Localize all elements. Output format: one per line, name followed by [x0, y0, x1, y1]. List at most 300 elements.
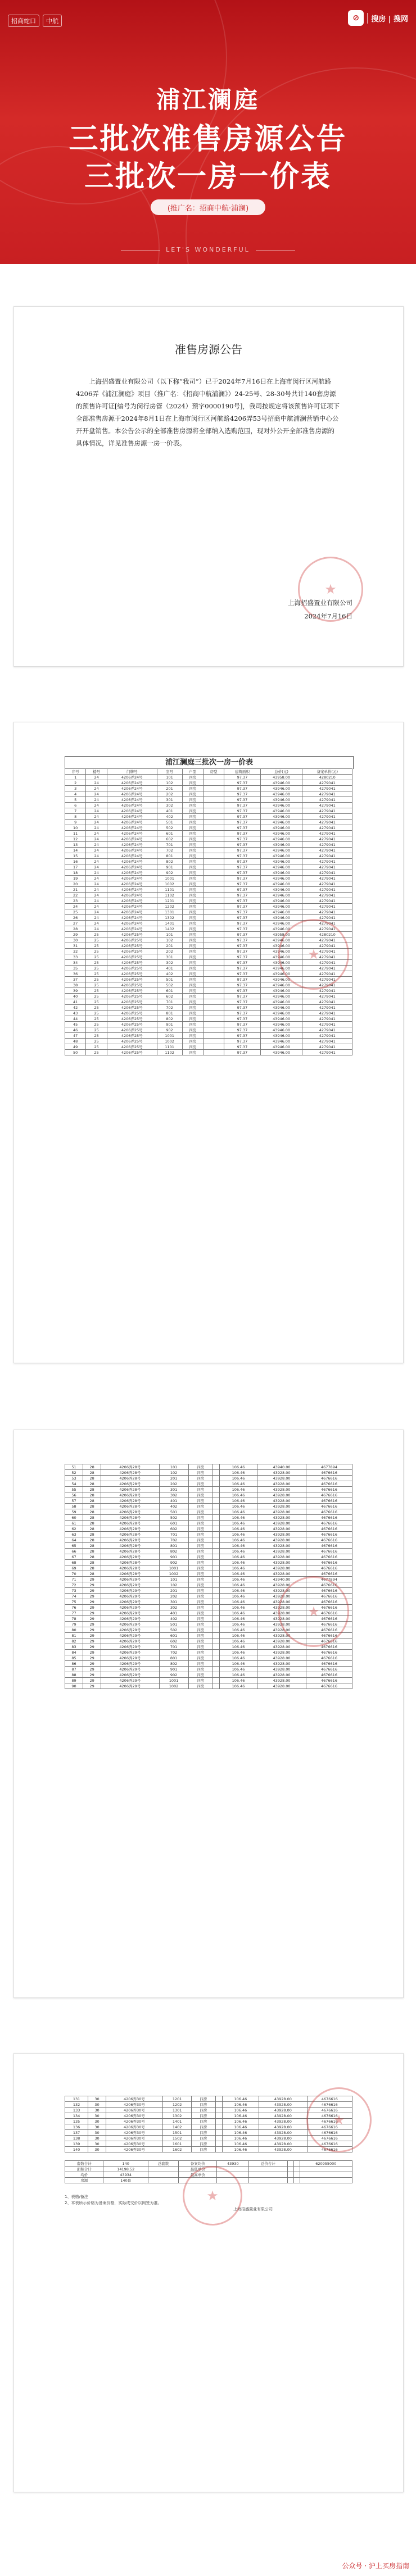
table-row	[65, 1050, 352, 1055]
table-cell: 601	[159, 1633, 188, 1639]
table-cell: 24	[86, 887, 107, 893]
table-cell: 4206弄30号	[106, 2130, 162, 2136]
table-cell: 4	[65, 791, 86, 797]
table-cell: 16	[65, 859, 86, 864]
table-cell: 28	[83, 1498, 101, 1504]
table-cell: 97.37	[224, 881, 260, 887]
table-cell: 4206弄25号	[107, 966, 157, 971]
table-cell	[203, 966, 224, 971]
table-cell: 24	[86, 864, 107, 870]
table-cell: 4206弄29号	[101, 1588, 159, 1594]
table-cell: 1	[65, 775, 86, 780]
table-cell	[203, 977, 224, 982]
table-cell	[249, 2167, 287, 2172]
table-cell: 4279041	[302, 1011, 352, 1016]
table-cell: 四房	[182, 954, 203, 960]
table-cell: 802	[159, 1661, 188, 1667]
table-cell: 25	[86, 1033, 107, 1039]
table-cell: 43928.00	[257, 1661, 306, 1667]
table-cell: 四房	[188, 1683, 212, 1689]
table-cell: 43946.00	[260, 791, 302, 797]
table-cell: 四房	[188, 1515, 212, 1521]
table-cell: 4676616	[307, 2147, 352, 2152]
table-cell: 42	[65, 1005, 86, 1011]
table-cell: 30	[88, 2102, 106, 2108]
table-cell: 四房	[182, 971, 203, 977]
table-cell: 106.46	[220, 1560, 257, 1565]
table-cell: 302	[159, 1605, 188, 1610]
table-cell: 4676616	[306, 1605, 352, 1610]
table-cell: 25	[86, 1016, 107, 1022]
table-row	[65, 1487, 352, 1492]
table-cell: 四房	[182, 904, 203, 909]
table-cell: 四房	[188, 1504, 212, 1509]
table-cell: 43946.00	[260, 848, 302, 853]
table-cell: 97.37	[224, 1039, 260, 1044]
table-cell: 25	[86, 1022, 107, 1027]
table-cell: 601	[157, 831, 182, 836]
table-cell: 29	[83, 1672, 101, 1678]
table-cell: 43946.00	[260, 842, 302, 848]
table-cell	[212, 1565, 219, 1571]
table-cell: 最高单价	[179, 2172, 217, 2178]
table-cell: 4206弄25号	[107, 954, 157, 960]
table-cell: 29	[83, 1627, 101, 1633]
table-cell	[203, 786, 224, 791]
table-cell: 106.46	[222, 2102, 259, 2108]
table-cell: 25	[86, 977, 107, 982]
table-cell: 4206弄29号	[101, 1644, 159, 1650]
table-cell: 43928.00	[257, 1498, 306, 1504]
table-cell	[212, 1476, 219, 1481]
table-cell: 106.46	[222, 2141, 259, 2147]
table-cell: 106.46	[220, 1605, 257, 1610]
table-cell: 四房	[188, 1616, 212, 1622]
table-cell: 40	[65, 994, 86, 999]
table-cell: 43946.00	[260, 982, 302, 988]
table-cell: 28	[83, 1532, 101, 1537]
table-row	[65, 2147, 352, 2152]
table-cell	[215, 2136, 222, 2141]
table-cell: 4676616	[307, 2136, 352, 2141]
table-cell: 4676616	[306, 1515, 352, 1521]
table-cell	[203, 820, 224, 825]
table-cell: 802	[159, 1549, 188, 1554]
table-row	[65, 1532, 352, 1537]
table-cell: 97.37	[224, 982, 260, 988]
table-cell: 4676616	[306, 1616, 352, 1622]
table-cell: 502	[159, 1515, 188, 1521]
table-cell: 402	[157, 971, 182, 977]
table-cell: 总价(元)	[260, 769, 302, 775]
table-cell	[203, 848, 224, 853]
table-cell: 2	[65, 780, 86, 786]
table-cell: 106.46	[220, 1594, 257, 1599]
table-cell: 27	[65, 921, 86, 926]
table-cell: 56	[65, 1492, 83, 1498]
table-cell	[203, 954, 224, 960]
price-table-page-3	[13, 2053, 404, 2492]
table-cell: 4279041	[302, 864, 352, 870]
table-row	[65, 1549, 352, 1554]
table-cell: 201	[157, 943, 182, 949]
table-cell: 4279041	[302, 893, 352, 898]
table-cell: 4206弄28号	[101, 1487, 159, 1492]
table-cell: 85	[65, 1655, 83, 1661]
table-cell: 4206弄30号	[106, 2136, 162, 2141]
table-cell: 4206弄30号	[106, 2119, 162, 2124]
table-row	[65, 893, 352, 898]
table-cell: 43946.00	[260, 898, 302, 904]
table-cell: 四房	[182, 943, 203, 949]
table-cell: 43928.00	[257, 1605, 306, 1610]
table-cell: 81	[65, 1633, 83, 1639]
note-line: 1、表格/备注	[65, 2195, 88, 2199]
table-cell: 24	[86, 775, 107, 780]
table-cell: 301	[159, 1599, 188, 1605]
table-cell: 59	[65, 1509, 83, 1515]
table-cell: 4279041	[302, 870, 352, 876]
table-cell	[212, 1532, 219, 1537]
table-cell: 4676616	[306, 1565, 352, 1571]
table-cell: 24	[86, 831, 107, 836]
table-cell: 四房	[182, 842, 203, 848]
table-cell: 97.37	[224, 960, 260, 966]
table-cell: 1101	[157, 1044, 182, 1050]
table-row	[65, 797, 352, 803]
table-cell: 106.46	[220, 1599, 257, 1605]
table-cell: 4676616	[306, 1678, 352, 1683]
table-cell: 43928.00	[257, 1526, 306, 1532]
table-cell: 102	[159, 1470, 188, 1476]
table-cell: 140	[103, 2161, 148, 2167]
table-cell: 29	[83, 1661, 101, 1667]
table-cell: 4279041	[302, 848, 352, 853]
table-cell: 501	[157, 977, 182, 982]
table-cell: 4206弄24号	[107, 893, 157, 898]
table-row	[65, 1492, 352, 1498]
table-cell: 106.46	[220, 1476, 257, 1481]
table-cell: 106.46	[222, 2108, 259, 2113]
table-cell: 4279041	[302, 1016, 352, 1022]
table-row	[65, 1667, 352, 1672]
table-cell: 106.46	[220, 1588, 257, 1594]
table-cell: 301	[157, 954, 182, 960]
table-cell: 4279041	[302, 971, 352, 977]
table-cell: 13	[65, 842, 86, 848]
table-cell	[203, 1005, 224, 1011]
table-cell: 四房	[188, 1543, 212, 1549]
table-cell: 67	[65, 1554, 83, 1560]
table-row	[65, 1515, 352, 1521]
table-cell: 4206弄24号	[107, 864, 157, 870]
table-cell: 106.46	[220, 1639, 257, 1644]
table-cell: 43928.00	[259, 2130, 307, 2136]
table-cell: 4206弄24号	[107, 803, 157, 808]
notice-document	[13, 306, 404, 667]
table-cell	[203, 775, 224, 780]
table-cell: 43946.00	[260, 820, 302, 825]
table-cell: 43946.00	[260, 977, 302, 982]
table-cell: 137	[65, 2130, 88, 2136]
table-cell	[287, 2167, 293, 2172]
developer-logo-2: 中航	[43, 15, 62, 27]
table-cell: 43928.00	[257, 1560, 306, 1565]
table-cell: 1201	[163, 2096, 192, 2102]
table-cell: 1401	[163, 2119, 192, 2124]
table-row	[65, 898, 352, 904]
company-seal-icon	[183, 2166, 242, 2225]
table-cell: 502	[159, 1627, 188, 1633]
table-cell	[212, 1498, 219, 1504]
table-cell: 49	[65, 1044, 86, 1050]
table-cell: 4206弄28号	[101, 1481, 159, 1487]
table-cell: 43928.00	[257, 1504, 306, 1509]
table-cell: 四房	[188, 1549, 212, 1554]
table-cell: 402	[159, 1504, 188, 1509]
table-cell: 29	[83, 1667, 101, 1672]
table-cell: 4279041	[302, 915, 352, 921]
table-cell: 25	[86, 994, 107, 999]
table-cell: 四房	[188, 1622, 212, 1627]
table-cell: 四房	[182, 814, 203, 820]
table-cell: 97.37	[224, 921, 260, 926]
table-cell: 97.37	[224, 797, 260, 803]
table-cell: 302	[157, 803, 182, 808]
table-row	[65, 909, 352, 915]
table-cell: 四房	[182, 803, 203, 808]
table-cell	[203, 994, 224, 999]
table-cell: 4206弄29号	[101, 1605, 159, 1610]
table-cell: 4676616	[306, 1650, 352, 1655]
table-cell: 1301	[163, 2108, 192, 2113]
table-cell: 4206弄24号	[107, 904, 157, 909]
table-cell: 楼号	[86, 769, 107, 775]
table-cell: 4279041	[302, 954, 352, 960]
table-cell: 四房	[182, 921, 203, 926]
table-cell: 51	[65, 1464, 83, 1470]
table-row	[65, 994, 352, 999]
table-cell: 54	[65, 1481, 83, 1487]
table-cell	[287, 2178, 293, 2183]
table-cell: 4676616	[307, 2124, 352, 2130]
table-cell: 106.46	[220, 1610, 257, 1616]
table-cell: 1002	[159, 1571, 188, 1577]
table-cell: 701	[157, 999, 182, 1005]
table-cell: 4206弄28号	[101, 1549, 159, 1554]
table-cell: 24	[86, 893, 107, 898]
table-cell	[212, 1560, 219, 1565]
table-cell: 97.37	[224, 1022, 260, 1027]
table-row	[65, 1650, 352, 1655]
table-cell: 106.46	[220, 1537, 257, 1543]
table-cell	[293, 2172, 300, 2178]
table-cell	[249, 2172, 287, 2178]
table-cell: 45	[65, 1022, 86, 1027]
table-cell: 24	[86, 814, 107, 820]
table-cell	[203, 1039, 224, 1044]
table-cell: 1302	[157, 915, 182, 921]
table-cell: 86	[65, 1661, 83, 1667]
table-cell: 套数合计	[65, 2161, 103, 2167]
table-cell	[212, 1588, 219, 1594]
table-cell: 106.46	[222, 2124, 259, 2130]
table-cell: 4279041	[302, 988, 352, 994]
table-cell: 602	[159, 1639, 188, 1644]
table-cell: 4279041	[302, 921, 352, 926]
table-cell: 97.37	[224, 786, 260, 791]
table-cell: 28	[83, 1565, 101, 1571]
table-cell: 四房	[188, 1650, 212, 1655]
table-cell	[300, 2172, 352, 2178]
table-cell	[148, 2167, 178, 2172]
table-cell: 4279041	[302, 994, 352, 999]
table-cell: 四房	[188, 1554, 212, 1560]
table-cell: 25	[86, 954, 107, 960]
table-cell: 均价	[65, 2172, 103, 2178]
table-cell: 97.37	[224, 971, 260, 977]
table-cell: 4279041	[302, 943, 352, 949]
table-cell: 四房	[188, 1560, 212, 1565]
table-cell: 43946.00	[260, 1011, 302, 1016]
table-cell: 4676616	[306, 1633, 352, 1639]
table-cell: 四房	[182, 1039, 203, 1044]
notice-date: 2024年7月16日	[304, 612, 352, 620]
table-cell: 28	[83, 1549, 101, 1554]
table-cell: 57	[65, 1498, 83, 1504]
table-cell: 97.37	[224, 999, 260, 1005]
table-cell: 106.46	[220, 1582, 257, 1588]
table-cell: 106.46	[220, 1532, 257, 1537]
table-cell: 四房	[182, 786, 203, 791]
table-row	[65, 1526, 352, 1532]
table-cell: 4206弄28号	[101, 1526, 159, 1532]
table-cell: 4206弄28号	[101, 1521, 159, 1526]
table-cell: 24	[86, 791, 107, 797]
table-cell: 四房	[182, 893, 203, 898]
table-row	[65, 1016, 352, 1022]
table-cell: 68	[65, 1560, 83, 1565]
table-cell: 29	[83, 1599, 101, 1605]
table-cell: 72	[65, 1582, 83, 1588]
table-cell: 97.37	[224, 1050, 260, 1055]
table-cell: 4206弄24号	[107, 791, 157, 797]
table-cell: 702	[157, 848, 182, 853]
table-cell: 4206弄28号	[101, 1532, 159, 1537]
table-row	[65, 881, 352, 887]
table-cell: 43928.00	[257, 1515, 306, 1521]
table-cell: 97.37	[224, 820, 260, 825]
table-cell: 9	[65, 820, 86, 825]
table-cell: 29	[83, 1616, 101, 1622]
table-cell: 43946.00	[260, 1039, 302, 1044]
table-cell: 97.37	[224, 893, 260, 898]
table-cell	[212, 1616, 219, 1622]
table-cell: 101	[157, 932, 182, 937]
table-cell: 106.46	[220, 1549, 257, 1554]
table-cell: 4206弄29号	[101, 1582, 159, 1588]
table-cell: 17	[65, 864, 86, 870]
table-cell: 4206弄28号	[101, 1537, 159, 1543]
table-cell: 4206弄24号	[107, 915, 157, 921]
table-cell: 43928.00	[257, 1582, 306, 1588]
table-cell: 97.37	[224, 904, 260, 909]
table-cell: 43946.00	[260, 876, 302, 881]
table-cell: 四房	[182, 825, 203, 831]
table-cell: 97.37	[224, 1005, 260, 1011]
table-cell: 97.37	[224, 808, 260, 814]
table-cell	[203, 909, 224, 915]
table-cell: 133	[65, 2108, 88, 2113]
table-cell: 4279041	[302, 949, 352, 954]
table-cell: 43946.00	[260, 949, 302, 954]
table-cell: 4279041	[302, 1050, 352, 1055]
table-cell: 4676616	[307, 2130, 352, 2136]
company-seal-icon	[306, 2087, 372, 2152]
watermark-text: 公众号 · 沪上买房指南	[339, 2560, 413, 2572]
table-cell	[212, 1650, 219, 1655]
table-cell: 4676616	[306, 1599, 352, 1605]
table-cell: 4676616	[306, 1588, 352, 1594]
table-cell: 1101	[157, 887, 182, 893]
table-cell: 4206弄24号	[107, 825, 157, 831]
table-cell: 63	[65, 1532, 83, 1537]
table-cell: 302	[157, 960, 182, 966]
table-cell: 39	[65, 988, 86, 994]
table-cell: 四房	[182, 960, 203, 966]
table-row	[65, 1554, 352, 1560]
table-cell: 1001	[159, 1565, 188, 1571]
table-cell: 97.37	[224, 994, 260, 999]
table-cell: 1102	[157, 1050, 182, 1055]
table-cell: 24	[86, 797, 107, 803]
table-cell: 4206弄30号	[106, 2124, 162, 2130]
table-cell: 802	[157, 859, 182, 864]
table-cell: 28	[83, 1537, 101, 1543]
table-cell: 24	[86, 825, 107, 831]
table-cell: 43928.00	[257, 1565, 306, 1571]
table-cell: 29	[65, 932, 86, 937]
table-cell	[215, 2096, 222, 2102]
table-cell	[203, 988, 224, 994]
table-row	[65, 1481, 352, 1487]
table-cell: 建筑面积	[224, 769, 260, 775]
note-line: 2、本表所示价格为备案价格，实际成交价以网签为准。	[65, 2201, 162, 2205]
table-cell: 四房	[192, 2141, 216, 2147]
table-cell: 1102	[157, 893, 182, 898]
table-cell: 4279041	[302, 859, 352, 864]
table-cell: 4279041	[302, 797, 352, 803]
table-cell: 30	[88, 2096, 106, 2102]
table-cell: 43928.00	[259, 2124, 307, 2130]
table-cell: 4206弄25号	[107, 1033, 157, 1039]
table-cell: 402	[159, 1616, 188, 1622]
table-cell: 43946.00	[260, 814, 302, 820]
table-cell	[212, 1655, 219, 1661]
table-cell: 4280210	[302, 932, 352, 937]
table-cell: 702	[159, 1650, 188, 1655]
table-cell: 29	[83, 1622, 101, 1627]
table-cell: 106.46	[220, 1672, 257, 1678]
table-cell: 1002	[157, 1039, 182, 1044]
notes-company: 上海招盛置业有限公司	[233, 2207, 273, 2211]
table-cell: 43930	[217, 2161, 249, 2167]
table-cell: 四房	[188, 1599, 212, 1605]
table-cell: 4676616	[306, 1639, 352, 1644]
table-cell: 30	[88, 2113, 106, 2119]
table-cell	[212, 1661, 219, 1667]
table-cell: 29	[83, 1582, 101, 1588]
